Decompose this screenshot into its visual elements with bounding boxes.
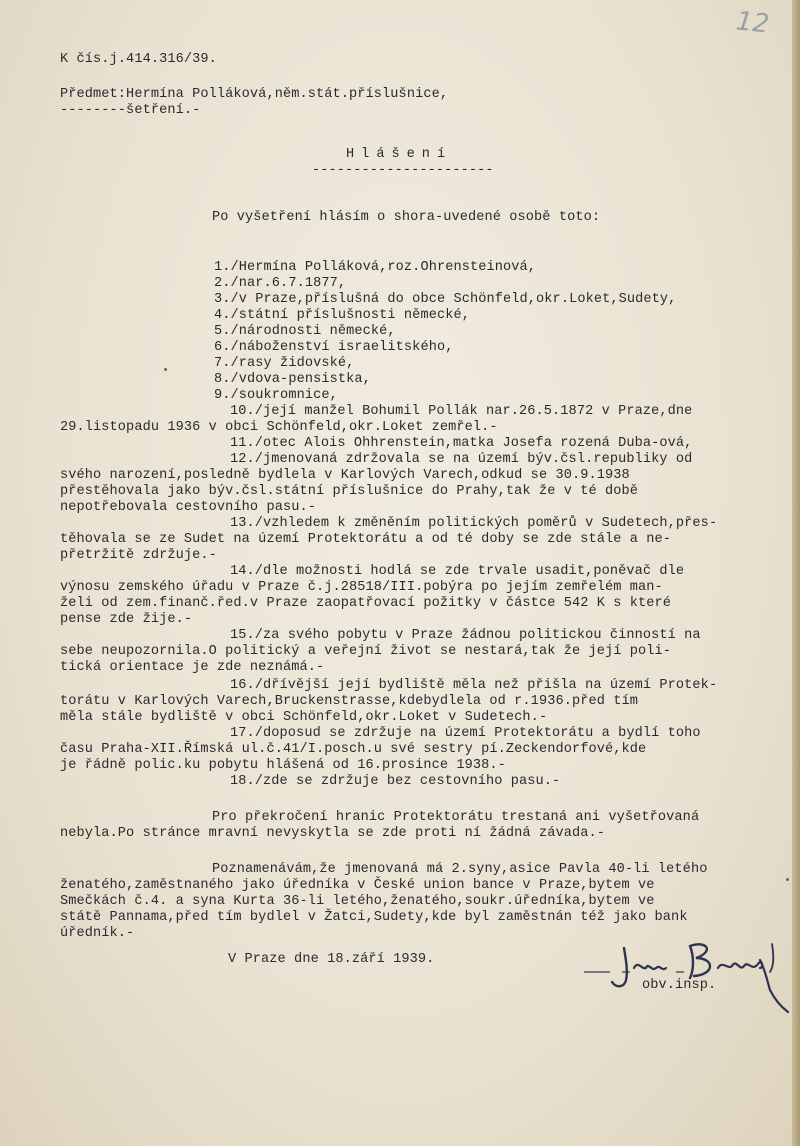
paper-edge	[792, 0, 800, 1146]
list-item: 15./za svého pobytu v Praze žádnou politickou činností na	[230, 628, 701, 643]
list-item: sebe neupozornila.O politický a veřejní život se nestará,tak že její poli-	[60, 644, 672, 659]
list-item: času Praha-XII.Římská ul.č.41/I.posch.u své sestry pí.Zeckendorfové,kde	[60, 742, 647, 757]
list-item: želi od zem.finanč.řed.v Praze zaopatřovací požitky v částce 542 K s které	[60, 596, 672, 611]
paragraph-line: Smečkách č.4. a syna Kurta 36-li letého,ženatého,soukr.úředníka,bytem ve	[60, 894, 655, 909]
list-item: 13./vzhledem k změněním politických poměrů v Sudetech,přes-	[230, 516, 718, 531]
list-item: 3./v Praze,příslušná do obce Schönfeld,okr.Loket,Sudety,	[214, 292, 677, 307]
list-item: 7./rasy židovské,	[214, 356, 355, 371]
list-item: 14./dle možnosti hodlá se zde trvale usadit,poněvač dle	[230, 564, 685, 579]
date-line: V Praze dne 18.září 1939.	[228, 952, 435, 967]
subject-line: Předmet:Hermína Polláková,něm.stát.příslušnice,	[60, 87, 449, 102]
list-item: 12./jmenovaná zdržovala se na území býv.čsl.republiky od	[230, 452, 693, 467]
page-number: 12	[734, 6, 771, 40]
list-item: výnosu zemského úřadu v Praze č.j.28518/III.pobýra po jejím zemřelém man-	[60, 580, 663, 595]
ink-speck	[786, 878, 789, 881]
list-item: tická orientace je zde neznámá.-	[60, 660, 325, 675]
signatory-title: obv.insp.	[642, 978, 717, 993]
subject-line-continued: --------šetření.-	[60, 103, 201, 118]
list-item: 18./zde se zdržuje bez cestovního pasu.-	[230, 774, 561, 789]
list-item: 1./Hermína Polláková,roz.Ohrensteinová,	[214, 260, 537, 275]
list-item: přetržitě zdržuje.-	[60, 548, 217, 563]
paragraph-line: Pro překročení hranic Protektorátu trestaná ani vyšetřovaná	[212, 810, 700, 825]
list-item: 8./vdova-pensistka,	[214, 372, 371, 387]
list-item: 4./státní příslušnosti německé,	[214, 308, 470, 323]
list-item: je řádně polic.ku pobytu hlášená od 16.prosince 1938.-	[60, 758, 506, 773]
paragraph-line: státě Pannama,před tím bydlel v Žatci,Sudety,kde byl zaměstnán též jako bank	[60, 910, 688, 925]
list-item: pense zde žije.-	[60, 612, 193, 627]
list-item: přestěhovala jako býv.čsl.státní příslušnice do Prahy,tak že v té době	[60, 484, 639, 499]
list-item: 2./nar.6.7.1877,	[214, 276, 347, 291]
list-item: 29.listopadu 1936 v obci Schönfeld,okr.Loket zemřel.-	[60, 420, 498, 435]
document-title: Hlášení	[346, 147, 453, 162]
list-item: 6./náboženství israelitského,	[214, 340, 454, 355]
title-underline: ----------------------	[312, 163, 494, 178]
paragraph-line: Poznamenávám,že jmenovaná má 2.syny,asice Pavla 40-li letého	[212, 862, 708, 877]
list-item: měla stále bydliště v obci Schönfeld,okr.Loket v Sudetech.-	[60, 710, 548, 725]
list-item: nepotřebovala cestovního pasu.-	[60, 500, 316, 515]
list-item: 5./národnosti německé,	[214, 324, 396, 339]
list-item: 11./otec Alois Ohhrenstein,matka Josefa rozená Duba-ová,	[230, 436, 693, 451]
list-item: těhovala se ze Sudet na území Protektorátu a od té doby se zde stále a ne-	[60, 532, 672, 547]
list-item: 10./její manžel Bohumil Pollák nar.26.5.1872 v Praze,dne	[230, 404, 693, 419]
ink-speck	[164, 368, 167, 371]
paragraph-line: úředník.-	[60, 926, 135, 941]
list-item: 16./dřívější její bydliště měla než přišla na území Protek-	[230, 678, 718, 693]
paragraph-line: nebyla.Po stránce mravní nevyskytla se zde proti ní žádná závada.-	[60, 826, 605, 841]
paragraph-line: ženatého,zaměstnaného jako úředníka v České union bance v Praze,bytem ve	[60, 878, 655, 893]
intro-line: Po vyšetření hlásím o shora-uvedené osobě toto:	[212, 210, 601, 225]
list-item: torátu v Karlových Varech,Bruckenstrasse,kdebydlela od r.1936.před tím	[60, 694, 639, 709]
reference-number: K čís.j.414.316/39.	[60, 52, 217, 67]
list-item: svého narození,posledně bydlela v Karlových Varech,odkud se 30.9.1938	[60, 468, 630, 483]
list-item: 9./soukromnice,	[214, 388, 338, 403]
list-item: 17./doposud se zdržuje na území Protektorátu a bydlí toho	[230, 726, 701, 741]
